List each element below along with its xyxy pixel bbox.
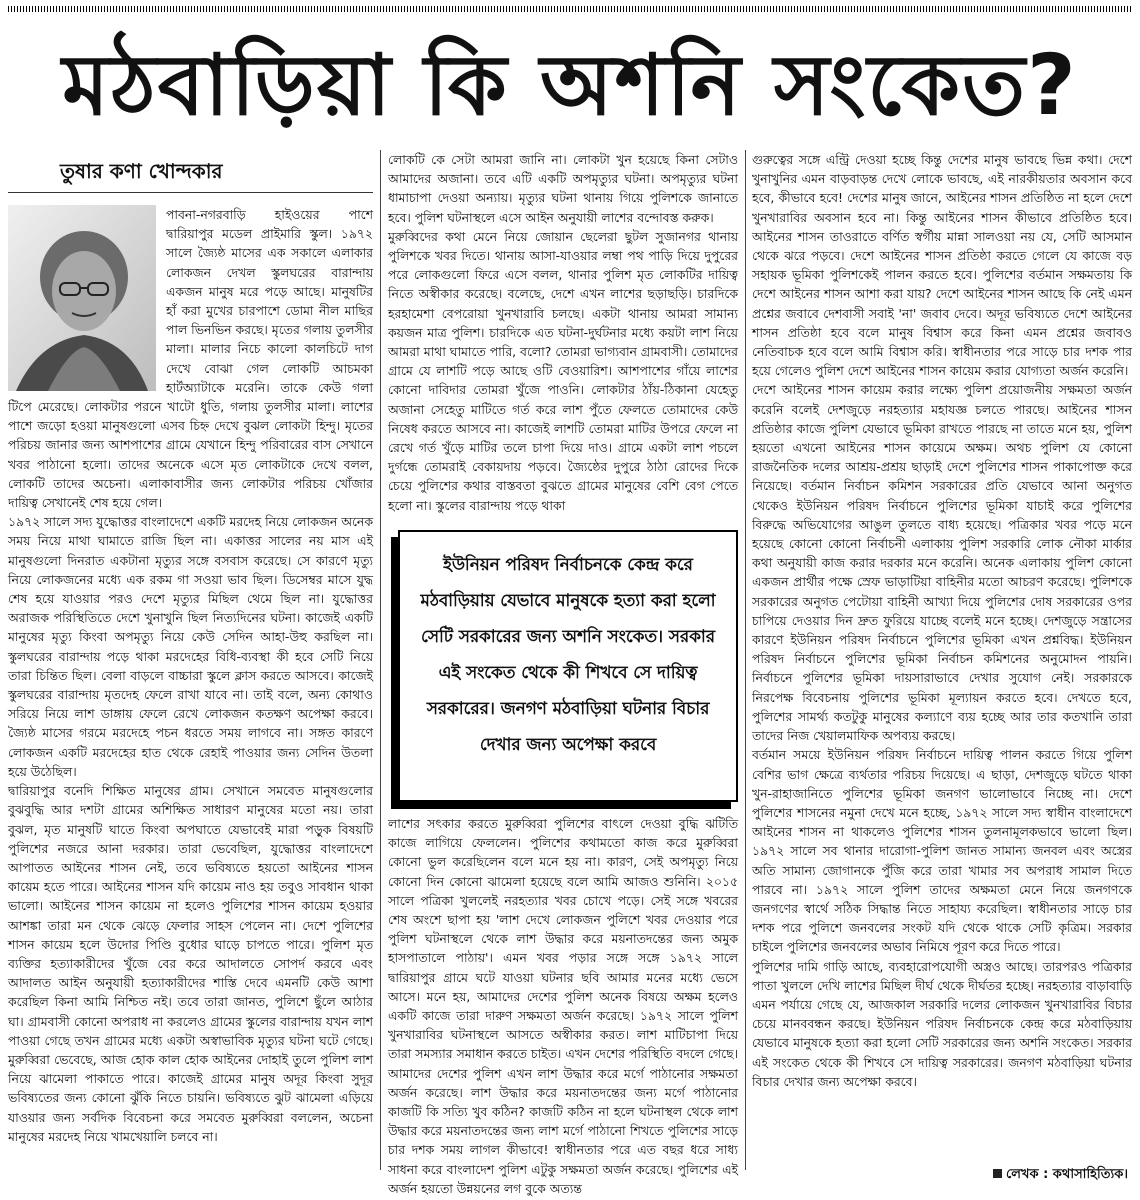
paragraph: লাশের সৎকার করতে মুরুব্বিরা পুলিশের বাৎলে দেওয়া বুদ্ধি ঝটিতি কাজে লাগিয়ে ফেললেন। পুলিশের কথামতো কাজ করে মুরুব্বিরা কোনো ভুল করেছিলেন বলে মনে হয় না। কারণ, সেই অপমৃত্যু নিয়ে কোনো দিন কোনো ঝামেলা হয়েছে বলে আমি আজও শুনিনি। ২০১৫ সালে পত্রিকা খুললেই নরহত্যার খবর চোখে পড়ে। সেই সঙ্গে খবরের শেষ অংশে ছাপা হয় 'লাশ দেখে লোকজন পুলিশে খবর দেওয়ার পরে পুলিশ ঘটনাস্থলে থেকে লাশ উদ্ধার করে ময়নাতদন্তের জন্য অমুক হাসপাতালে পাঠায়'। এমন খবর পড়ার সঙ্গে সঙ্গে ১৯৭২ সালে দ্বারিয়াপুর গ্রামে ঘটে যাওয়া ঘটনার ছবি আমার মনের মধ্যে ভেসে আসে। মনে হয়, আমাদের দেশের পুলিশ অনেক বিষয়ে অক্ষম হলেও একটি কাজে তারা দারুণ সক্ষমতা অর্জন করেছে। ১৯৭২ সালে পুলিশ খুনখারাবির ঘটনাস্থলে আসতে অস্বীকার করত। লাশ মাটিচাপা দিয়ে তারা সমস্যার সমাধান করতে চাইত। এখন দেশের পরিস্থিতি বদলে গেছে। আমাদের দেশের পুলিশ এখন লাশ উদ্ধার করে মর্গে পাঠানোর সক্ষমতা অর্জন করেছে। লাশ উদ্ধার করে ময়নাতদন্তের জন্য মর্গে পাঠানোর কাজটি কি সত্যি খুব কঠিন? কাজটি কঠিন না হলে ঘটনাস্থল থেকে লাশ উদ্ধার করে ময়নাতদন্তের জন্য লাশ মর্গে পাঠানো শিখতে পুলিশের সাড়ে চার দশক সময় লাগল কীভাবে! স্বাধীনতার পরে এত বছর ধরে সাধ্য সাধনা করে বাংলাদেশ পুলিশ এটুকু সক্ষমতা অর্জন করেছে। পুলিশের এই অর্জন হয়তো উন্নয়নের লগ বুকে অত্যন্ত (388, 816, 738, 1196)
column-2-upper (388, 150, 738, 524)
author-credit-text: লেখক : কথাসাহিত্যিক। (1005, 1167, 1128, 1182)
paragraph: দ্বারিয়াপুর বনেদি শিক্ষিত মানুষের গ্রাম। সেখানে সমবেত মানুষগুলোর বুঝবুদ্ধি আর দশটা গ্রামের অশিক্ষিত সাধারণ মানুষের মতো নয়। তারা বুঝল, মৃত মানুষটি ঘাতে কিংবা অপঘাতে যেভাবেই মারা পড়ুক বিষয়টি পুলিশের নজরে আনা দরকার। তারা ভেবেছিল, যুদ্ধোত্তর বাংলাদেশে আপাতত আইনের শাসন নেই, তবে ভবিষ্যতে হয়তো আইনের শাসন কায়েম হতে পারে। আইনের শাসন যদি কায়েম নাও হয় তবুও সাবধান থাকা ভালো। আইনের শাসন কায়েম না হলেও পুলিশের শাসন কায়েম হওয়ার আশঙ্কা তারা মন থেকে ঝেড়ে ফেলার সাহস পেলেন না। দেশে পুলিশের শাসন কায়েম হলে উদোর পিণ্ডি বুধোর ঘাড়ে চাপতে পারে। পুলিশ মৃত ব্যক্তির হত্যাকারীদের খুঁজে বের করে আদালতে সোপর্দ করবে এবং আদালত আইন অনুযায়ী হত্যাকারীদের শাস্তি দেবে এমনটি কেউ আশা করেছিল কিনা আমি নিশ্চিত নই। তবে তারা জানত, পুলিশে ছুঁলে আঠার ঘা। গ্রামবাসী কোনো অপরাধ না করলেও গ্রামের স্কুলের বারান্দায় যখন লাশ পাওয়া গেছে তখন গ্রামের মধ্যে একটা অস্বাভাবিক মৃত্যুর ঘটনা ঘটে গেছে। মুরুব্বিরা ভেবেছে, আজ হোক কাল হোক আইনের দোহাই তুলে পুলিশ লাশ নিয়ে ঝামেলা পাকাতে পারে। কাজেই গ্রামের মানুষ অদূর কিংবা সুদূর ভবিষ্যতের জন্য কোনো ঝুঁকি নিতে চায়নি। ভবিষ্যতে ঝুট ঝামেলা এড়িয়ে যাওয়ার জন্য সর্বদিক বিবেচনা করে সমবেত মুরুব্বিরা বললেন, অচেনা মানুষের মরদেহ নিয়ে খামখেয়ালি চলবে না। (8, 783, 373, 1144)
headline: মঠবাড়িয়া কি অশনি সংকেত? (62, 36, 1078, 134)
paragraph: দেশে আইনের শাসন কায়েম করার লক্ষ্যে পুলিশ প্রয়োজনীয় সক্ষমতা অর্জন করেনি বলেই দেশজুড়ে নরহত্যার মহাযজ্ঞ চলতে পারছে। আইনের শাসন প্রতিষ্ঠার কাজে পুলিশ যেভাবে ভূমিকা রাখতে পারছে না তাতে মনে হয়, পুলিশ হয়তো এখনো আইনের শাসন কায়েমে অক্ষম। অথচ পুলিশ যে কোনো রাজনৈতিক দলের আশ্রয়-প্রশ্রয় ছাড়াই দেশে পুলিশের শাসন পাকাপোক্ত করে নিয়েছে। বর্তমান নির্বাচন কমিশন সরকারের প্রতি যেভাবে আনা অনুগত থেকেও ইউনিয়ন পরিষদ নির্বাচনে পুলিশের ভূমিকা যাচাই করে পুলিশের বিরুদ্ধে অভিযোগের আঙুল তুলতে বাধ্য হয়েছে। পত্রিকার খবর পড়ে মনে হয়েছে কোনো কোনো নির্বাচনী এলাকায় পুলিশ সরকারি লোক নৌকা মার্কার কথা অনুযায়ী কাজ করার দরকার মনে করেনি। অনেক এলাকায় পুলিশ কোনো একজন প্রার্থীর পক্ষে স্রেফ ভাড়াটিয়া বাহিনীর মতো আচরণ করেছে। পুলিশকে সরকারের অনুগত পেটোয়া বাহিনী আখ্যা দিয়ে পুলিশের দোষ সরকারের ওপর চাপিয়ে দেওয়ার দিন দ্রুত ফুরিয়ে যাচ্ছে বলেই মনে হচ্ছে। দেশজুড়ে সন্ত্রাসের কারণে ইউনিয়ন পরিষদ নির্বাচনে পুলিশের ভূমিকা এখন প্রশ্নবিদ্ধ। ইউনিয়ন পরিষদ নির্বাচনে পুলিশের ভূমিকা নির্বাচন কমিশনের অনুমোদন পায়নি। নির্বাচনে পুলিশের ভূমিকা দায়সারাভাবে দেখার সুযোগ নেই। সরকারকে নিরপেক্ষ বিবেচনায় পুলিশের ভূমিকা মূল্যায়ন করতে হবে। দেখতে হবে, পুলিশের সামর্থ্য কতটুকু মানুষের কল্যাণে ব্যয় হচ্ছে আর তার কতখানি তারা তাদের নিজ খেয়ালমাফিক অপব্যয় করছে। (752, 382, 1132, 744)
paragraph: পুলিশের দামি গাড়ি আছে, ব্যবহারোপযোগী অস্ত্রও আছে। তারপরও পত্রিকার পাতা খুললে দেখি লাশের মিছিল দীর্ঘ থেকে দীর্ঘতর হচ্ছে। নরহত্যার বাড়াবাড়ি এমন পর্যায়ে গেছে যে, আজকাল সরকারি দলের লোকজন খুনখারাবির বিচার চেয়ে মানববন্ধন করছে। ইউনিয়ন পরিষদ নির্বাচনকে কেন্দ্র করে মঠবাড়িয়ায় যেভাবে মানুষকে হত্যা করা হলো সেটি সরকারের জন্য অশনি সংকেত। সরকার এই সংকেত থেকে কী শিখবে সে দায়িত্ব সরকারের। জনগণ মঠবাড়িয়া ঘটনার বিচার দেখার জন্য অপেক্ষা করবে। (752, 958, 1132, 1089)
byline: তুষার কণা খোন্দকার (8, 150, 373, 193)
paragraph: মুরুব্বিদের কথা মেনে নিয়ে জোয়ান ছেলেরা ছুটল সুজানগর থানায় পুলিশকে খবর দিতে। থানায় আসা-যাওয়ার লম্বা পথ পাড়ি দিয়ে দুপুরের পরে লোকগুলো ফিরে এসে বলল, থানার পুলিশ মৃত লোকটির দায়িত্ব নিতে অস্বীকার করেছে। বলেছে, দেশে এখন লাশের ছড়াছড়ি। চারদিকে হরহামেশা বেপরোয়া খুনখারাবি চলছে। একটা থানায় আমরা সামান্য কয়জন মাত্র পুলিশ। চারদিকে এত ঘটনা-দুর্ঘটনার মধ্যে কয়টা লাশ নিয়ে আমরা মাথা ঘামাতে পারি, বলো? তোমরা ভাগ্যবান গ্রামবাসী। তোমাদের গ্রামে যে লাশটি পড়ে আছে ওটি বেওয়ারিশ। আশপাশের গাঁয়ে লাশের কোনো দাবিদার তোমরা খুঁজে পাওনি। লোকটার ঠাঁয়-ঠিকানা যেহেতু অজানা সেহেতু মাটিতে গর্ত করে লাশ পুঁতে ফেলতে তোমাদের কেউ নিষেধ করতে আসবে না। কাজেই লাশটি তোমরা মাটির উপরে ফেলে না রেখে গর্ত খুঁড়ে মাটির তলে চাপা দিয়ে দাও। গ্রামে একটা লাশ পচলে দুর্গন্ধে তোমরাই বেকায়দায় পড়বে। জ্যৈষ্ঠের দুপুরে ঠাঠা রোদের দিকে চেয়ে পুলিশের কথার বাস্তবতা বুঝতে গ্রামের মানুষের বেশি বেগ পেতে হলো না। স্কুলের বারান্দায় পড়ে থাকা (388, 228, 738, 513)
paragraph: বর্তমান সময়ে ইউনিয়ন পরিষদ নির্বাচনে দায়িত্ব পালন করতে গিয়ে পুলিশ বেশির ভাগ ক্ষেত্রে ব্যর্থতার পরিচয় দিয়েছে। এ ছাড়া, দেশজুড়ে ঘটতে থাকা খুন-রাহাজানিতে পুলিশের ভূমিকা জনগণ ভালোভাবে নিচ্ছে না। দেশে পুলিশের শাসনের নমুনা দেখে মনে হচ্ছে, ১৯৭২ সালে সদ্য স্বাধীন বাংলাদেশে আইনের শাসন না থাকলেও পুলিশের শাসন তুলনামূলকভাবে ভালো ছিল। ১৯৭২ সালে সব থানার দারোগা-পুলিশ জানত সামান্য জনবল এবং অস্ত্রের অতি সামান্য জোগানকে পুঁজি করে তারা খামার সব অপরাধ সামাল দিতে পারবে না। ১৯৭২ সালে পুলিশ তাদের অক্ষমতা মেনে নিয়ে জনগণকে জনগণের স্বার্থে সঠিক সিদ্ধান্ত নিতে সাহায্য করেছিল। স্বাধীনতার সাড়ে চার দশক পরে পুলিশে জনবলের সংকট যদি থেকে থাকে সেটি কৃত্রিম। সরকার চাইলে পুলিশের জনবলের অভাব নিমিষে পূরণ করে দিতে পারে। (752, 747, 1132, 955)
author-photo (8, 205, 156, 391)
column-1 (8, 150, 373, 1160)
column-3 (752, 150, 1132, 1160)
column-divider (745, 150, 746, 1170)
square-bullet-icon (993, 1169, 1002, 1178)
top-dotted-rule (8, 6, 1132, 12)
paragraph: পাবনা-নগরবাড়ি হাইওয়ের পাশে দ্বারিয়াপুর মডেল প্রাইমারি স্কুল। ১৯৭২ সালে জ্যৈষ্ঠ মাসের এক সকালে এলাকার লোকজন দেখল স্কুলঘরের বারান্দায় একজন মানুষ মরে পড়ে আছে। মানুষটির হাঁ করা মুখের চারপাশে ডোমা নীল মাছির পাল ভিনভিন করছে। মৃতের গলায় তুলসীর মালা। মালার নিচে কালো কালচিটে দাগ দেখে বোঝা গেল লোকটি আচমকা হার্টঅ্যাটাকে মরেনি। তাকে কেউ গলা টিপে মেরেছে। লোকটার পরনে খাটো ধুতি, গলায় তুলসীর মালা। লাশের পাশে জড়ো হওয়া মানুষগুলো এসব চিহ্ন দেখে বুঝল লোকটা হিন্দু। মৃতের পরিচয় জানার জন্য আশপাশের গ্রামে যেখানে হিন্দু পরিবারের বাস সেখানে খবর পাঠানো হলো। তাদের অনেকে এসে মৃত লোকটাকে দেখে বলল, লোকটি তাদের অচেনা। এলাকাবাসীর জন্য লোকটার পরিচয় খোঁজার দায়িত্ব সেখানেই শেষ হয়ে গেল। (8, 207, 373, 511)
paragraph: ১৯৭২ সালে সদ্য যুদ্ধোত্তর বাংলাদেশে একটি মরদেহ নিয়ে লোকজন অনেক সময় নিয়ে মাথা ঘামাতে রাজি ছিল না। একাত্তর সালের নয় মাস এই মানুষগুলো দিনরাত একটানা মৃত্যুর সঙ্গে বসবাস করেছে। সে কারণে মৃত্যু নিয়ে লোকজনের মধ্যে এক রকম গা সওয়া ভাব ছিল। ডিসেম্বর মাসে যুদ্ধ শেষ হয়ে যাওয়ার পরও দেশে মৃত্যুর মিছিল থেমে ছিল না। যুদ্ধোত্তর অরাজক পরিস্থিতিতে দেশে খুনাখুনি ছিল নিত্যদিনের ঘটনা। কাজেই একটি মানুষের মৃত্যু কিংবা অপমৃত্যু নিয়ে কেউ সেদিন আহা-উহু করছিল না। স্কুলঘরের বারান্দায় পড়ে থাকা মরদেহের বিধি-ব্যবস্থা কী হবে সেটি নিয়ে তারা চিন্তিত ছিল। বেলা বাড়লে বাচ্চারা স্কুলে ক্লাস করতে আসবে। কাজেই স্কুলঘরের বারান্দায় মৃতদেহ ফেলে রাখা যাবে না। তাই বলে, অন্য কোথাও সরিয়ে নিয়ে লাশ ডাঙ্গায় ফেলে রেখে লোকজন কতক্ষণ অপেক্ষা করবে। জ্যৈষ্ঠ মাসের গরমে মরদেহে পচন ধরতে সময় লাগবে না। সঙ্গত কারণে লোকজন একটি মরদেহের হাত থেকে রেহাই পাওয়ার জন্য সেদিন উতলা হয়ে উঠেছিল। (8, 514, 373, 779)
author-credit (993, 1165, 1128, 1186)
pull-quote: ইউনিয়ন পরিষদ নির্বাচনকে কেন্দ্র করে মঠবাড়িয়ায় যেভাবে মানুষকে হত্যা করা হলো সেটি সরকারের জন্য অশনি সংকেত। সরকার এই সংকেত থেকে কী শিখবে সে দায়িত্ব সরকারের। জনগণ মঠবাড়িয়া ঘটনার বিচার দেখার জন্য অপেক্ষা করবে (398, 530, 738, 802)
author-portrait-image (8, 205, 156, 391)
column-divider (380, 150, 381, 1170)
paragraph: গুরুত্বের সঙ্গে এন্ট্রি দেওয়া হচ্ছে কিন্তু দেশের মানুষ ভাবছে ভিন্ন কথা। দেশে খুনাখুনির এমন বাড়বাড়ন্ত দেখে লোকে ভাবছে, এই নারকীয়তার অবসান কবে হবে, কীভাবে হবে! দেশের মানুষ জানে, আইনের শাসন প্রতিষ্ঠিত না হলে দেশে খুনখারাবির অবসান হবে না। কিন্তু আইনের শাসন কীভাবে প্রতিষ্ঠিত হবে। আইনের শাসন তাওরাতে বর্ণিত স্বর্গীয় মান্না সালওয়া নয় যে, সেটি আসমান থেকে ঝরে পড়বে। দেশে আইনের শাসন প্রতিষ্ঠা করতে গেলে যে কাজে বড় সহায়ক ভূমিকা পুলিশকেই পালন করতে হবে। পুলিশের বর্তমান সক্ষমতায় কি দেশে আইনের শাসন আশা করা যায়? দেশে আইনের শাসন আছে কি নেই এমন প্রশ্নের জবাবে দেশবাসী সবাই 'না' জবাব দেবে। অদূর ভবিষ্যতে দেশে আইনের শাসন প্রতিষ্ঠা হবে বলে মানুষ বিশ্বাস করে কিনা এমন প্রশ্নের জবাবও নেতিবাচক হবে বলে আমি বিশ্বাস করি। স্বাধীনতার পরে সাড়ে চার দশক পার হয়ে গেলেও পুলিশ দেশে আইনের শাসন কায়েম করার যোগ্যতা অর্জন করেনি। (752, 152, 1132, 379)
column-2-lower (388, 814, 738, 1196)
paragraph: লোকটি কে সেটা আমরা জানি না। লোকটা খুন হয়েছে কিনা সেটাও আমাদের অজানা। তবে এটি একটি অপমৃত্যুর ঘটনা। অপমৃত্যুর ঘটনা ধামাচাপা দেওয়া অন্যায়। মৃত্যুর ঘটনা থানায় গিয়ে পুলিশকে জানাতে হবে। পুলিশ ঘটনাস্থলে এসে আইন অনুযায়ী লাশের বন্দোবস্ত করুক। (388, 152, 738, 225)
